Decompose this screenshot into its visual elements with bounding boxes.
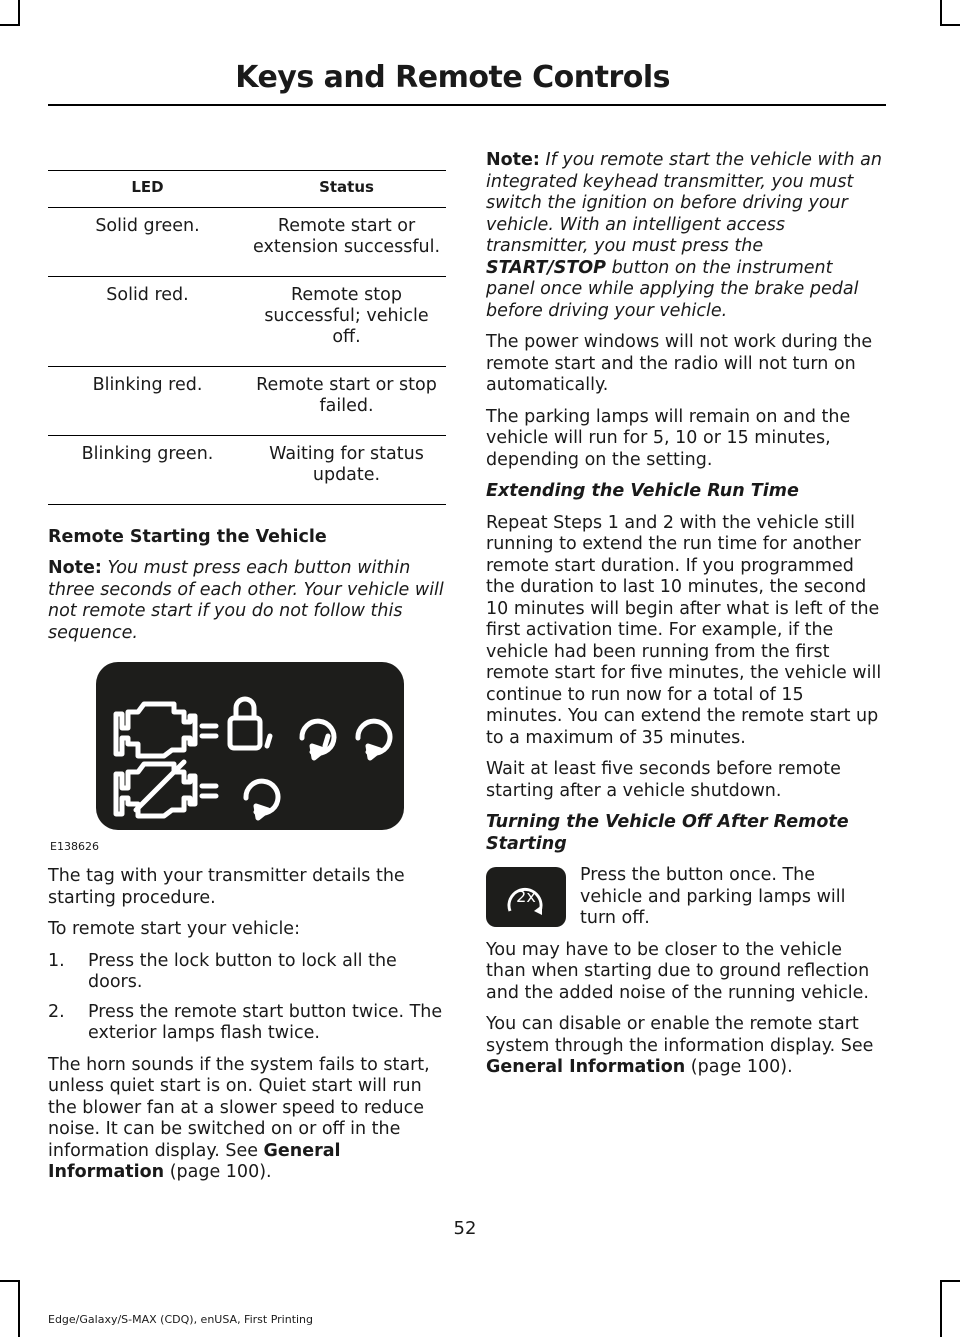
cross-reference-link[interactable]: General Information: [486, 1057, 686, 1077]
note-text: If you remote start the vehicle with an integrated keyhead transmitter, you must switch the ignition on before driving your vehicle. With an intelligent access transmitter, you must press the: [486, 150, 882, 256]
crop-mark: [0, 1280, 20, 1282]
paragraph: You may have to be closer to the vehicle than when starting due to ground reflection and the added noise of the running vehicle.: [486, 939, 870, 1003]
table-header-row: [48, 171, 446, 208]
button-label: 2x: [516, 887, 536, 906]
crop-mark: [940, 0, 942, 26]
remote-start-sequence-graphic: [96, 662, 404, 830]
table-cell-status: Remote start or extension successful.: [253, 215, 441, 257]
paragraph: Repeat Steps 1 and 2 with the vehicle still running to extend the run time for another remote start duration. If you programmed the duration to last 10 minutes, the second 10 minutes will begin after what is left of the first activation time. For example, if the vehicle had been running from the first remote start for five minutes, the vehicle will continue to run now for a total of 15 minutes. You can extend the remote start up to a maximum of 35 minutes.: [486, 512, 882, 748]
lock-icon: [230, 718, 260, 748]
step-number: 1.: [48, 950, 65, 971]
crop-mark: [18, 0, 20, 26]
led-status-table: [48, 170, 446, 505]
list-item: [48, 951, 446, 994]
note: [48, 558, 446, 644]
left-column: [48, 150, 446, 1194]
list-item: [48, 1002, 446, 1045]
table-cell-led: Solid green.: [95, 215, 200, 236]
page-reference: (page 100).: [164, 1162, 272, 1182]
step-text: Press the lock button to lock all the doors.: [88, 950, 397, 992]
paragraph: Wait at least five seconds before remote starting after a vehicle shutdown.: [486, 759, 841, 801]
figure-code: E138626: [50, 840, 99, 853]
section-title: Remote Starting the Vehicle: [48, 526, 327, 547]
right-column: [486, 150, 882, 1089]
paragraph: The tag with your transmitter details the starting procedure.: [48, 866, 405, 908]
note-label: Note:: [486, 150, 540, 170]
table-cell-status: Remote stop successful; vehicle off.: [264, 284, 429, 347]
page-title: Keys and Remote Controls: [235, 60, 670, 95]
engine-icon: [116, 704, 195, 756]
table-row: [48, 276, 446, 366]
crop-mark: [940, 1280, 942, 1337]
crop-mark: [18, 1280, 20, 1337]
step-text: Press the remote start button twice. The exterior lamps flash twice.: [88, 1001, 443, 1043]
note-bold: START/STOP: [486, 257, 606, 278]
remote-start-sequence-icon: [96, 662, 404, 830]
remote-start-figure: [48, 662, 446, 852]
paragraph: To remote start your vehicle:: [48, 919, 300, 939]
steps-list: [48, 951, 446, 1045]
horn-text: The horn sounds if the system fails to start, unless quiet start is on. Quiet start will run the blower fan at a slower speed to reduce noise. It can be switched on or off in the information display. See: [48, 1054, 430, 1161]
header-divider: [48, 104, 886, 106]
page-reference: (page 100).: [685, 1057, 793, 1077]
table-header-led: LED: [131, 178, 164, 196]
table-row: [48, 435, 446, 504]
table-row: [48, 366, 446, 435]
note-label: Note:: [48, 558, 102, 578]
step-number: 2.: [48, 1001, 65, 1022]
note: [486, 150, 882, 322]
note-text: button on the instrument panel once while applying the brake pedal before driving your vehicle.: [486, 257, 859, 321]
table-cell-status: Waiting for status update.: [269, 443, 424, 485]
remote-start-2x-icon: [496, 875, 556, 919]
crop-mark: [940, 1280, 960, 1282]
footer: Edge/Galaxy/S-MAX (CDQ), enUSA, First Printing: [48, 1313, 314, 1326]
paragraph: The power windows will not work during the remote start and the radio will not turn on automatically.: [486, 332, 873, 395]
paragraph: [48, 1055, 446, 1184]
page-number: 52: [453, 1218, 477, 1239]
turn-off-instruction: [486, 865, 882, 930]
paragraph: The parking lamps will remain on and the vehicle will run for 5, 10 or 15 minutes, depending on the setting.: [486, 406, 851, 470]
subsection-title: Extending the Vehicle Run Time: [486, 481, 799, 501]
remote-start-button-graphic: [486, 867, 566, 927]
table-header-status: Status: [319, 178, 374, 196]
table-cell-status: Remote start or stop failed.: [256, 374, 437, 416]
disable-text: You can disable or enable the remote start system through the information display. See: [486, 1014, 874, 1056]
table-cell-led: Solid red.: [106, 284, 189, 305]
cross-reference-link[interactable]: General Information: [48, 1140, 341, 1182]
note-text: You must press each button within three seconds of each other. Your vehicle will not remote start if you do not follow this sequence.: [48, 558, 444, 643]
crop-mark: [940, 24, 960, 26]
table-cell-led: Blinking red.: [92, 374, 203, 395]
subsection-title: Turning the Vehicle Off After Remote Starting: [486, 812, 849, 854]
paragraph: [486, 1014, 882, 1079]
crop-mark: [0, 24, 20, 26]
table-cell-led: Blinking green.: [81, 443, 214, 464]
table-row: [48, 207, 446, 276]
press-text: Press the button once. The vehicle and parking lamps will turn off.: [580, 865, 846, 928]
